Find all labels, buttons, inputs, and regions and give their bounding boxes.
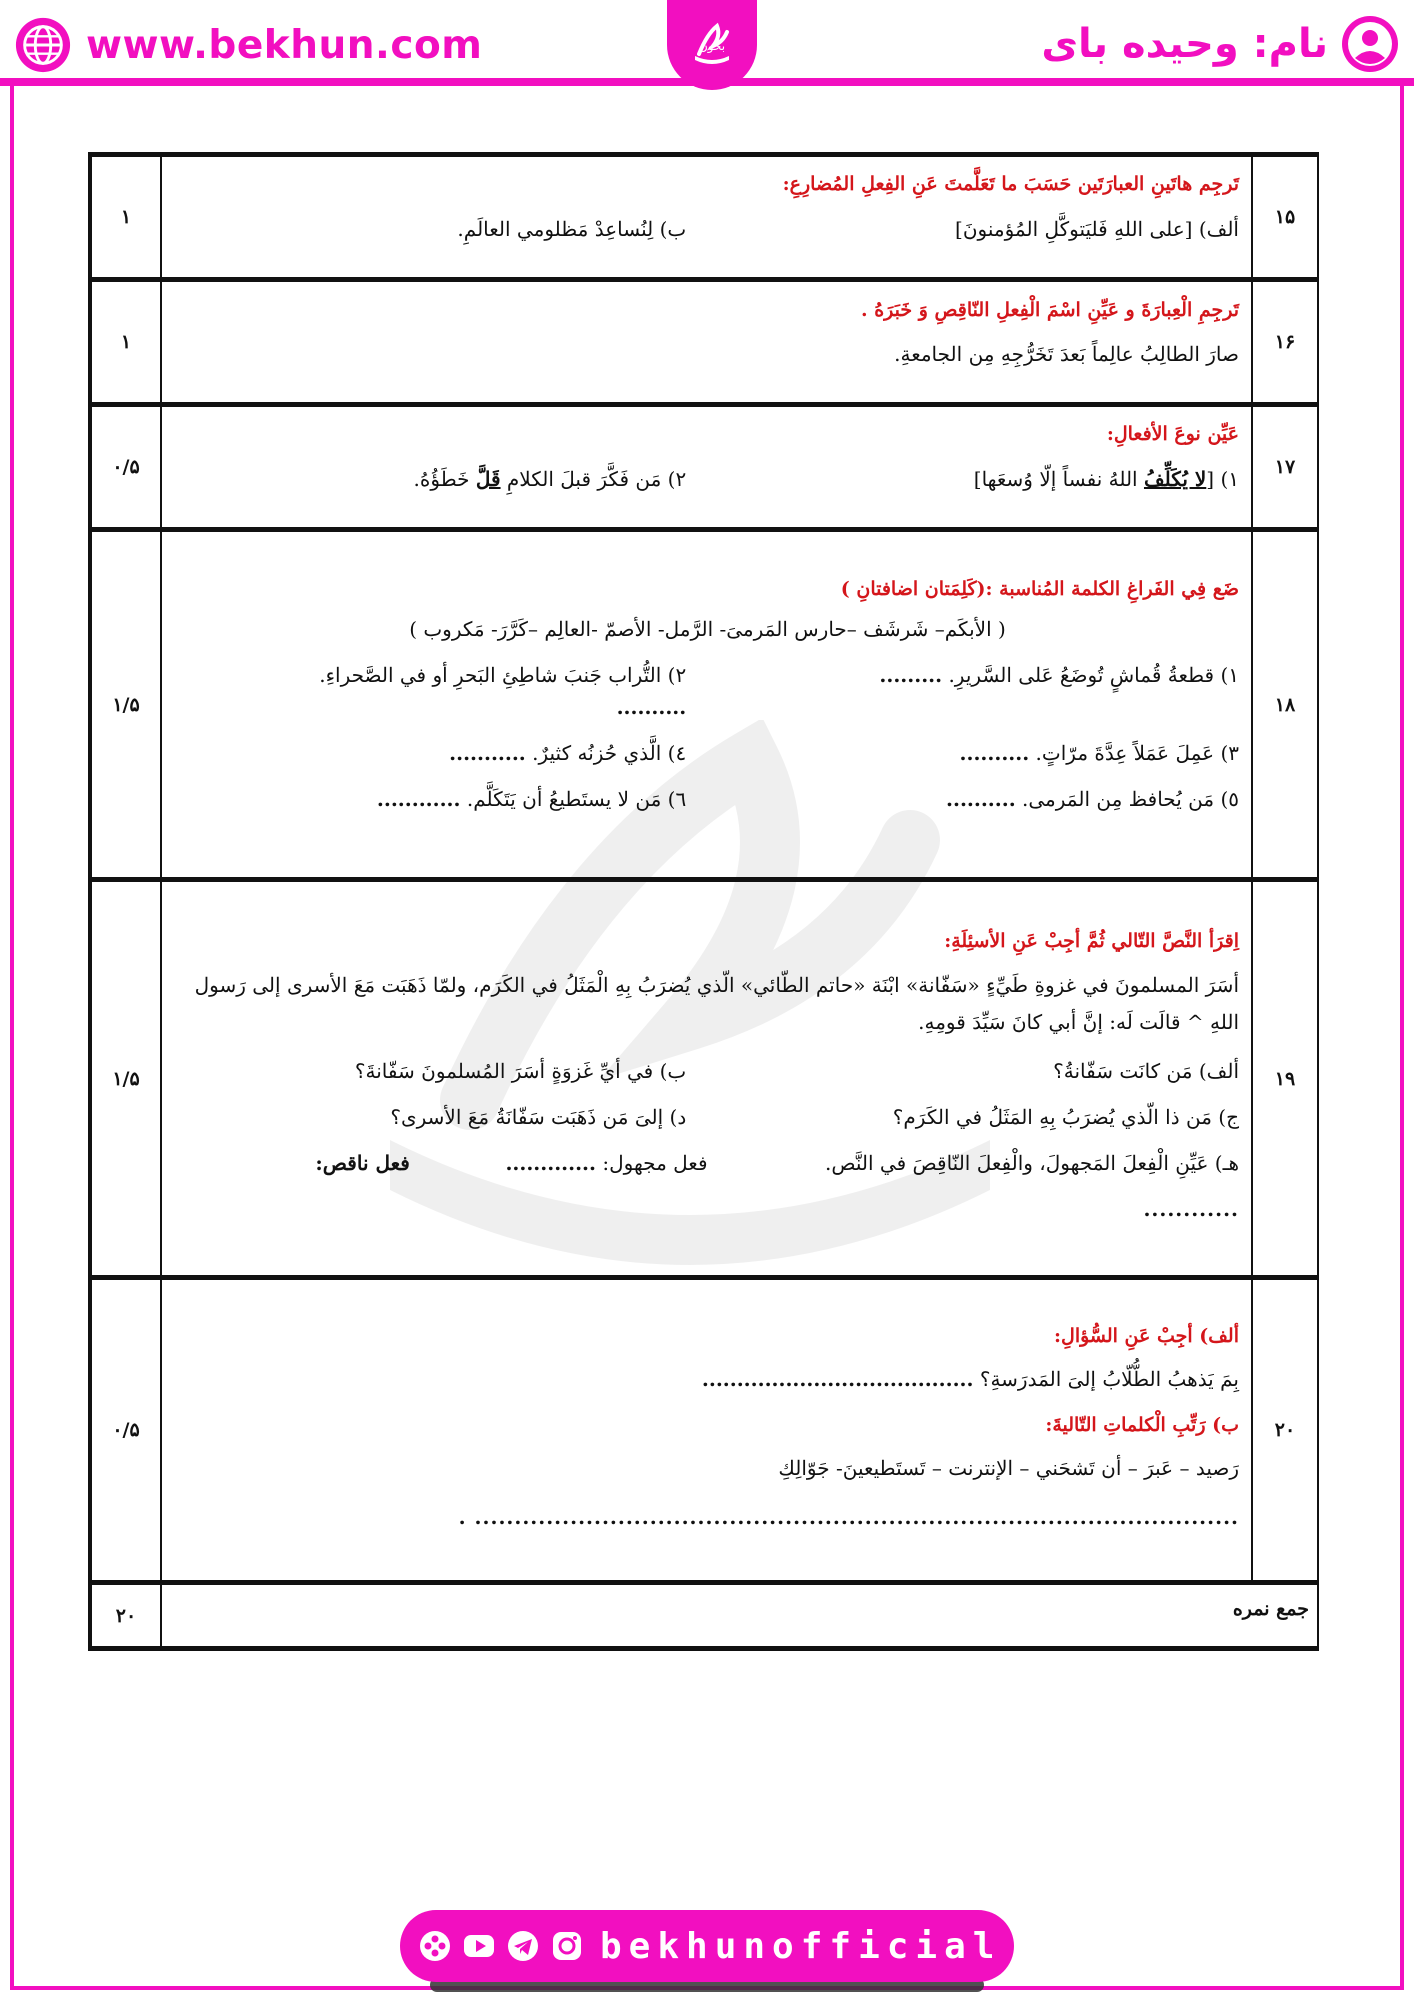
social-handle[interactable]: bekhunofficial — [600, 1925, 1002, 1967]
question-score: ۱/۵ — [90, 880, 161, 1278]
question-number: ۱۸ — [1252, 530, 1318, 880]
student-name — [1041, 14, 1400, 74]
question-row — [90, 530, 1318, 880]
instagram-icon[interactable] — [550, 1929, 584, 1963]
header-bar — [0, 0, 1414, 86]
student-label: نام: وحیده بای — [1041, 21, 1328, 67]
item: ۳) عَمِلَ عَمَلاً عِدَّةَ مرّاتٍ. .......... — [959, 740, 1239, 765]
telegram-icon[interactable] — [506, 1929, 540, 1963]
item: د) إلیَ مَن ذَهَبَت سَفّانَةُ مَعَ الأسری؟ — [390, 1104, 687, 1129]
total-score: ۲۰ — [90, 1583, 161, 1649]
question-number: ۱۹ — [1252, 880, 1318, 1278]
item: ألف) [علی اللهِ فَلیَتوکَّلِ المُؤمنونَ] — [955, 217, 1239, 242]
question-body — [161, 155, 1252, 280]
item: ٦) مَن لا یستَطیعُ أن یَتَکَلَّم. ............ — [376, 786, 687, 811]
word-list: رَصید – عَبرَ – أن تَشحَني – الإنترنت – تَستَطیعینَ- جَوّالِكِ — [778, 1456, 1239, 1481]
question-row — [90, 280, 1318, 405]
youtube-icon[interactable] — [462, 1929, 496, 1963]
question-title: ضَع فِي الفَراغِ الکلمة المُناسبة :(کَلِمَتان اضافتانِ ) — [840, 578, 1239, 601]
passive-verb-blank: فعل مجهول: ............. — [505, 1150, 708, 1175]
question-score: ۱/۵ — [90, 530, 161, 880]
user-icon — [1340, 14, 1400, 74]
question-number: ۱۷ — [1252, 405, 1318, 530]
word-bank: ( الأبکَم– شَرشَف –حارس المَرمیَ- الرَّمل- الأصمّ -العالِم –کَرَّرَ- مَکروب ) — [409, 616, 1006, 641]
question-number: ۱۶ — [1252, 280, 1318, 405]
question-body — [161, 880, 1252, 1278]
question-row — [90, 1278, 1318, 1583]
logo-text: بخون — [698, 39, 726, 53]
question-body — [161, 530, 1252, 880]
site-url[interactable]: www.bekhun.com — [86, 22, 483, 68]
item: ب) في أيِّ غَزوَةٍ أسَرَ المُسلمونَ سَفّانةَ؟ — [354, 1058, 687, 1083]
question-number: ۱۵ — [1252, 155, 1318, 280]
item: ج) مَن ذا الّذي یُضرَبُ بِهِ المَثَلُ في الکَرَم؟ — [892, 1104, 1239, 1129]
question-title: ب) رَتِّبِ الْکلماتِ التّالیةَ: — [1045, 1414, 1239, 1436]
question-row — [90, 880, 1318, 1278]
question-title: ألف) أجِبْ عَنِ السُّؤالِ: — [1054, 1324, 1239, 1347]
sentence: صارَ الطالِبُ عالِماً بَعدَ تَخَرُّجِهِ مِن الجامعةِ. — [894, 341, 1239, 366]
question-title: عَیِّن نوعَ الأفعالِ: — [1106, 422, 1239, 445]
question-score: ۰/۵ — [90, 405, 161, 530]
question-title: تَرجِم هاتَینِ العبارَتَین حَسَبَ ما تَعَلَّمتَ عَنِ الفِعلِ المُضارِعِ: — [782, 172, 1239, 195]
logo-mark — [677, 10, 747, 80]
question-score: ۰/۵ — [90, 1278, 161, 1583]
question-row — [90, 155, 1318, 280]
defective-verb-label: فعل ناقص: — [315, 1150, 410, 1175]
underlined-verb: قَلَّ — [475, 467, 501, 492]
underlined-verb: لا یُکَلِّفُ — [1143, 467, 1207, 492]
question-body — [161, 280, 1252, 405]
item: ۱) [لا یُکَلِّفُ اللهُ نفساً إلّا وُسعَها] — [973, 467, 1239, 492]
question-row — [90, 405, 1318, 530]
footer-pill — [400, 1910, 1014, 1982]
site-link[interactable] — [14, 16, 482, 74]
total-row — [90, 1583, 1318, 1649]
question-body — [161, 405, 1252, 530]
exam-table — [88, 152, 1319, 1651]
item: بِمَ یَذهبُ الطُّلّابُ إلیَ المَدرَسةِ؟ ....................................... — [701, 1367, 1239, 1391]
brand-logo — [667, 0, 757, 90]
question-body — [161, 1278, 1252, 1583]
question-score: ۱ — [90, 155, 161, 280]
question-number: ۲۰ — [1252, 1278, 1318, 1583]
item: ۲) مَن فَکَّرَ قبلَ الکلامِ قَلَّ خَطَؤُهُ. — [413, 467, 687, 492]
item: ألف) مَن کانَت سَفّانةُ؟ — [1053, 1058, 1239, 1083]
total-label: جمع نمره — [161, 1583, 1318, 1649]
social-icons — [418, 1929, 584, 1963]
globe-icon — [14, 16, 72, 74]
item: ٤) الَّذي حُزنُه کثیرٌ. ........... — [449, 740, 687, 765]
reading-passage: أسَرَ المسلمونَ في غزوةِ طَيِّءٍ «سَفّانة» ابْنَة «حاتم الطّائي» الّذي یُضرَبُ بِهِ الْمَثَلُ في الکَرَم، ولمّا ذَهَبَت مَعَ الأسری إلی رَسول اللهِ ^ قالَت لَه: إنَّ أبي کانَ سَیِّدَ قومِهِ. — [194, 972, 1239, 1034]
film-icon[interactable] — [418, 1929, 452, 1963]
answer-blank: ................................................................................................ . — [458, 1505, 1239, 1530]
answer-blank: ............ — [1143, 1196, 1239, 1221]
question-title: اِقرَأ النَّصَّ التّالي ثُمَّ أجِبْ عَنِ الأسئِلَةِ: — [944, 930, 1239, 953]
item: ۱) قطعةُ قُماشٍ تُوضَعُ عَلی السَّریرِ. ......... — [879, 662, 1239, 687]
item: ب) لِنُساعِدْ مَظلومي العالَمِ. — [457, 217, 687, 242]
question-score: ۱ — [90, 280, 161, 405]
item: ٥) مَن یُحافظ مِن المَرمی. .......... — [946, 786, 1239, 811]
item: هـ) عَیِّنِ الْفِعلَ المَجهولَ، والْفِعلَ النّاقِصَ في النَّص. — [825, 1150, 1239, 1175]
item: ۲) التُّراب جَنبَ شاطِئِ البَحرِ أو في الصَّحراءِ. .......... — [319, 662, 687, 719]
question-title: تَرجِمِ الْعِبارَةَ و عَيِّنِ اسْمَ الْفِعلِ النّاقِصِ وَ خَبَرَهُ . — [860, 299, 1239, 322]
